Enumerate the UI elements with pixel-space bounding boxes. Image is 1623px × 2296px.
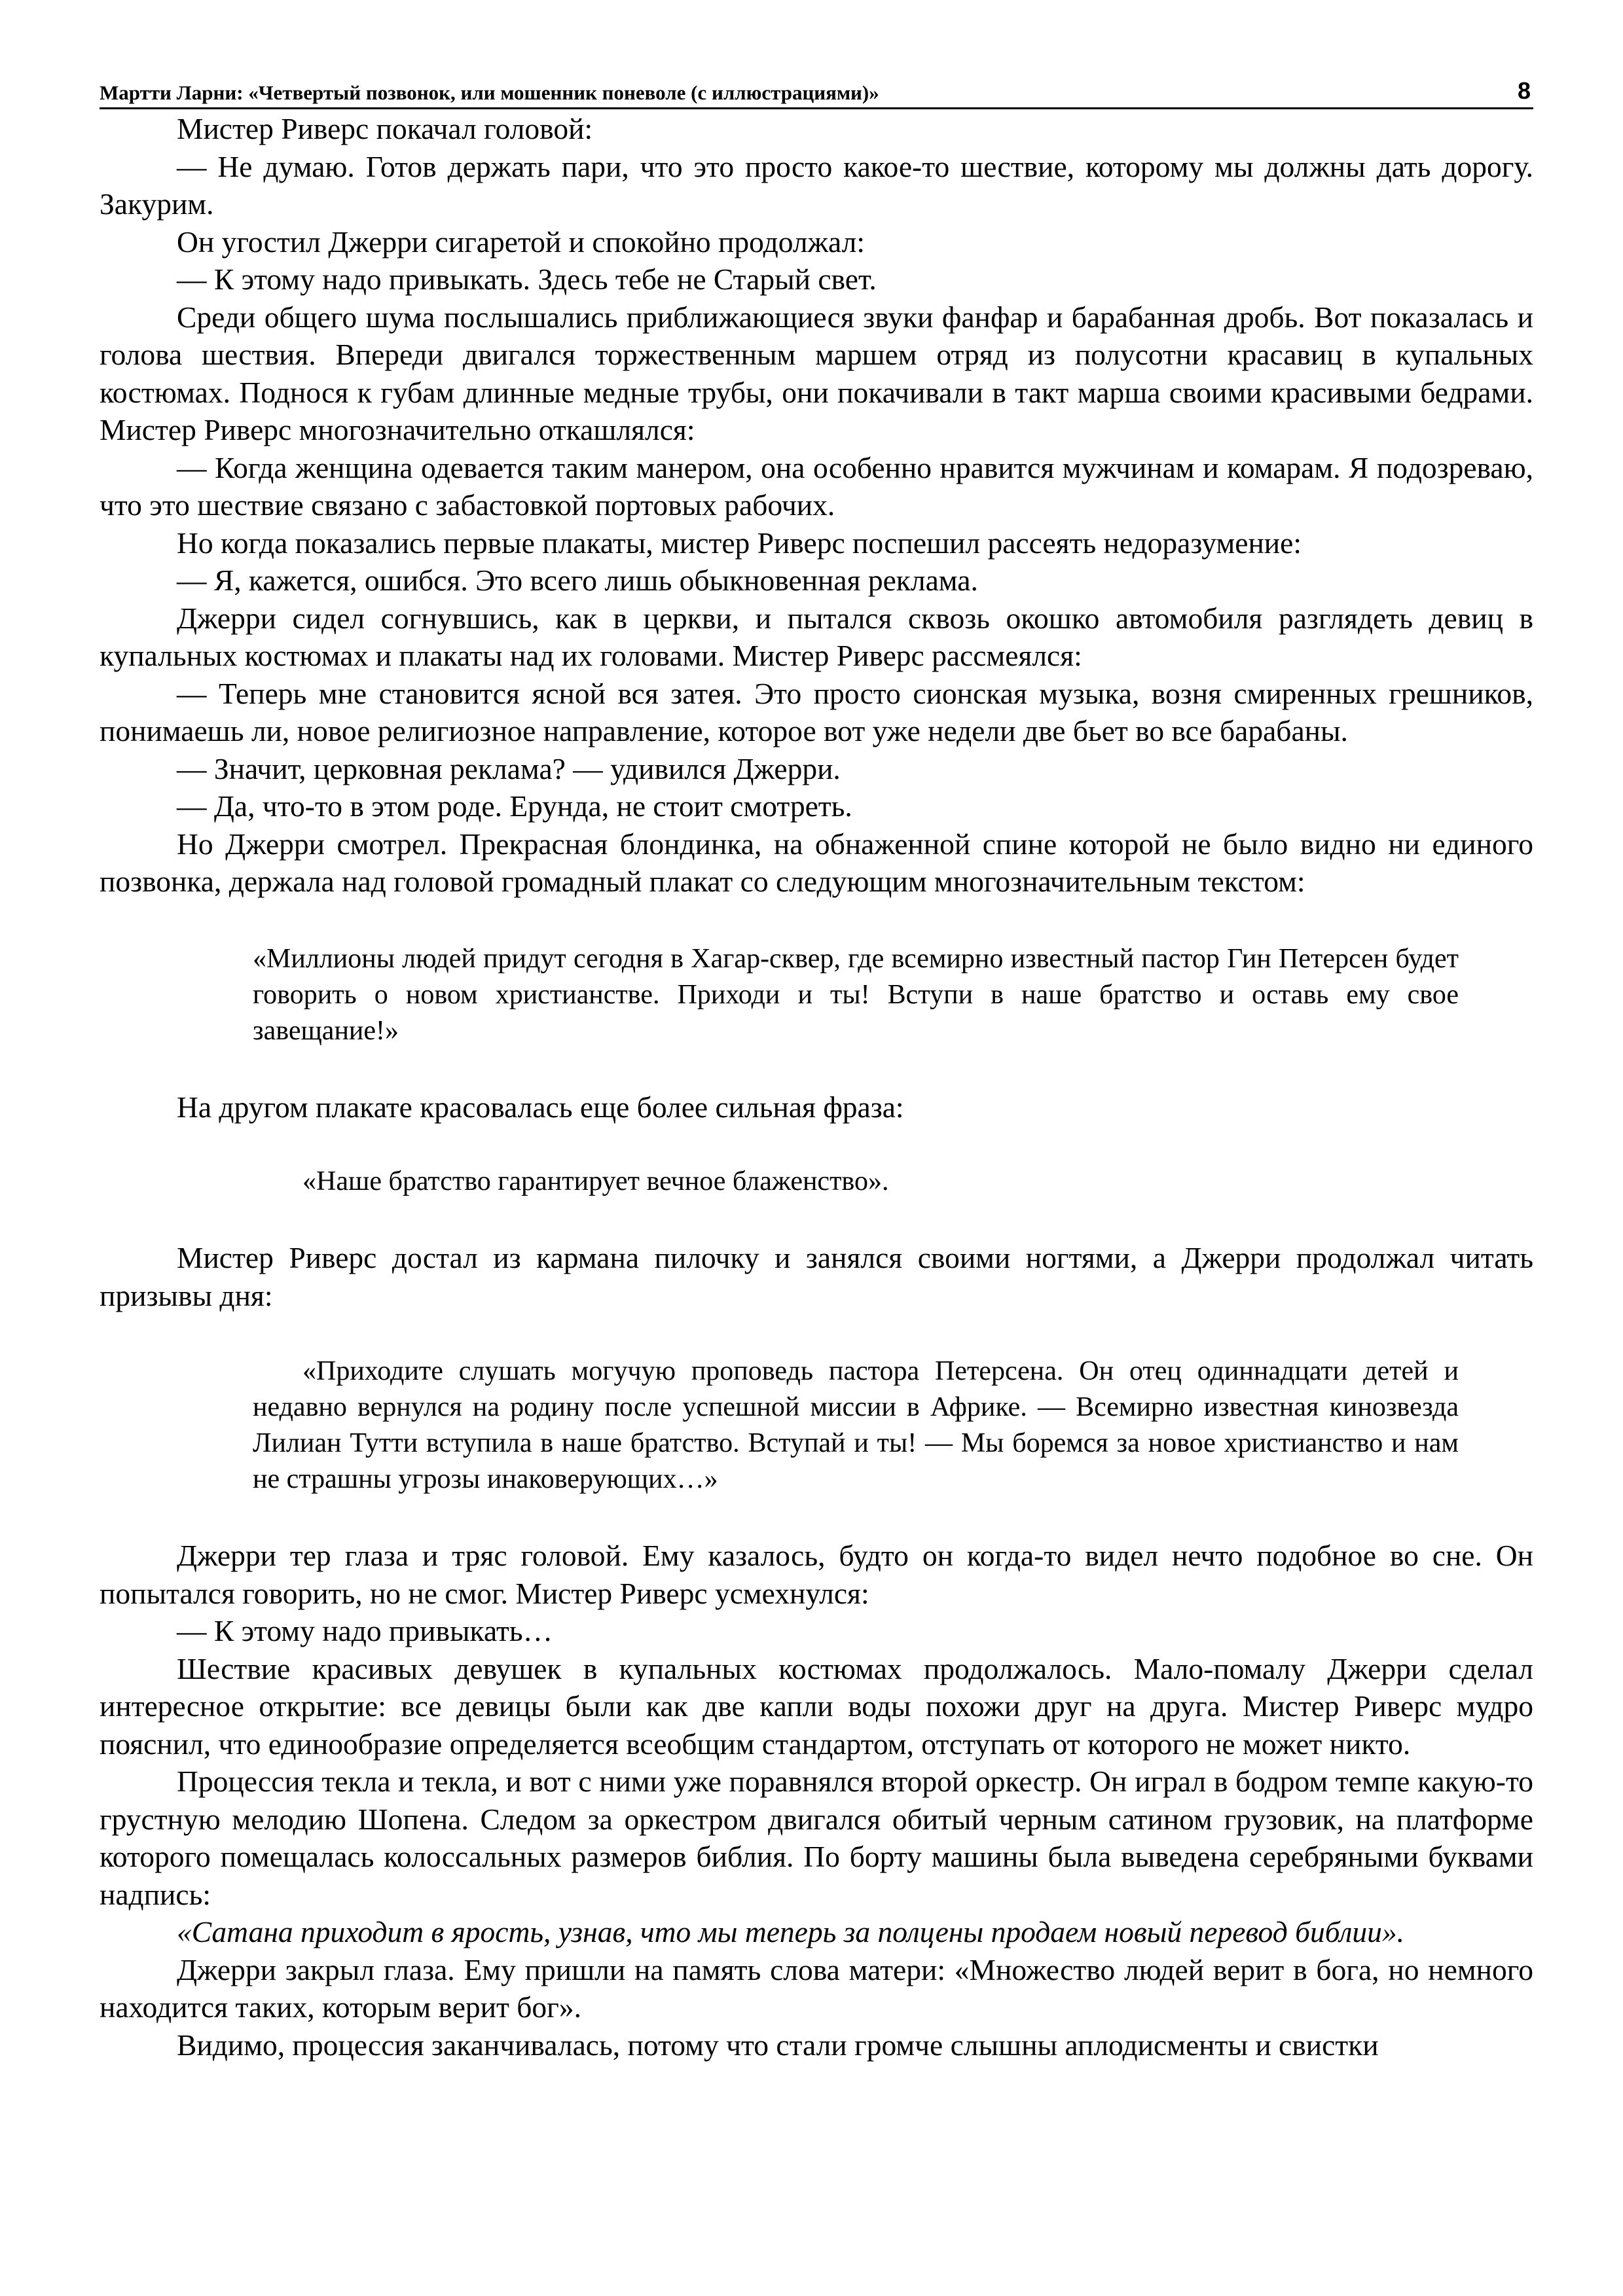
quote-text: «Приходите слушать могучую проповедь пастора Петерсена. Он отец одиннадцати детей и недавно вернулся на родину после успешной миссии в Африке. — Всемирно известная кинозвезда Лилиан Тутти вступила в наше братство. Вступай и ты! — Мы боремся за новое христианство и нам не страшны угрозы инаковерующих…» xyxy=(253,1356,1459,1494)
paragraph: — К этому надо привыкать… xyxy=(177,1614,553,1647)
page-header xyxy=(100,73,1533,109)
paragraph: Среди общего шума послышались приближающиеся звуки фанфар и барабанная дробь. Вот показалась и голова шествия. Впереди двигался торжественным маршем отряд из полусотни красавиц в купальных костюмах. Поднося к губам длинные медные трубы, они покачивали в такт марша своими красивыми бедрами. Мистер Риверс многозначительно откашлялся: xyxy=(100,300,1533,446)
running-title: Мартти Ларни: «Четвертый позвонок, или мошенник поневоле (с иллюстрациями)» xyxy=(100,81,879,104)
paragraph: Джерри сидел согнувшись, как в церкви, и пытался сквозь окошко автомобиля разглядеть девиц в купальных костюмах и плакаты над их головами. Мистер Риверс рассмеялся: xyxy=(100,601,1533,672)
paragraph: Джерри закрыл глаза. Ему пришли на память слова матери: «Множество людей верит в бога, но немного находится таких, которым верит бог». xyxy=(100,1952,1533,2024)
poster-quote xyxy=(100,1354,1533,1498)
paragraph: На другом плакате красовалась еще более сильная фраза: xyxy=(177,1090,904,1124)
poster-quote xyxy=(100,941,1533,1049)
poster-quote xyxy=(100,1164,1533,1200)
quote-text: «Миллионы людей придут сегодня в Хагар-сквер, где всемирно известный пастор Гин Петерсен будет говорить о новом христианстве. Приходи и ты! Вступи в наше братство и оставь ему свое завещание!» xyxy=(253,943,1459,1046)
page-number: 8 xyxy=(1517,77,1531,104)
quote-text: «Наше братство гарантирует вечное блаженство». xyxy=(302,1166,889,1196)
paragraph: — Теперь мне становится ясной вся затея. Это просто сионская музыка, возня смиренных грешников, понимаешь ли, новое религиозное направление, которое вот уже недели две бьет во все барабаны. xyxy=(100,676,1533,747)
paragraph: — К этому надо привыкать. Здесь тебе не Старый свет. xyxy=(177,262,877,296)
paragraph: Но когда показались первые плакаты, мистер Риверс поспешил рассеять недоразумение: xyxy=(177,526,1302,560)
paragraph: Мистер Риверс достал из кармана пилочку и занялся своими ногтями, а Джерри продолжал читать призывы дня: xyxy=(100,1241,1533,1312)
paragraph: — Когда женщина одевается таким манером, она особенно нравится мужчинам и комарам. Я подозреваю, что это шествие связано с забастовкой портовых рабочих. xyxy=(100,450,1533,522)
paragraph: Он угостил Джерри сигаретой и спокойно продолжал: xyxy=(177,224,865,259)
paragraph: Видимо, процессия заканчивалась, потому что стали громче слышны аплодисменты и свистки xyxy=(177,2028,1379,2062)
paragraph: Джерри тер глаза и тряс головой. Ему казалось, будто он когда-то видел нечто подобное во сне. Он попытался говорить, но не смог. Мистер Риверс усмехнулся: xyxy=(100,1539,1533,1610)
paragraph: Процессия текла и текла, и вот с ними уже поравнялся второй оркестр. Он играл в бодром темпе какую-то грустную мелодию Шопена. Следом за оркестром двигался обитый черным сатином грузовик, на платформе которого помещалась колоссальных размеров библия. По борту машины была выведена серебряными буквами надпись: xyxy=(100,1765,1533,1911)
paragraph: — Да, что-то в этом роде. Ерунда, не стоит смотреть. xyxy=(177,789,852,823)
italic-inscription: «Сатана приходит в ярость, узнав, что мы теперь за полцены продаем новый перевод библии». xyxy=(177,1915,1404,1948)
page-body xyxy=(100,110,1533,2064)
paragraph: — Я, кажется, ошибся. Это всего лишь обыкновенная реклама. xyxy=(177,564,978,597)
paragraph: Мистер Риверс покачал головой: xyxy=(177,112,593,145)
paragraph: — Значит, церковная реклама? — удивился Джерри. xyxy=(177,751,841,785)
paragraph: Но Джерри смотрел. Прекрасная блондинка, на обнаженной спине которой не было видно ни единого позвонка, держала над головой громадный плакат со следующим многозначительным текстом: xyxy=(100,827,1533,898)
paragraph: Шествие красивых девушек в купальных костюмах продолжалось. Мало-помалу Джерри сделал интересное открытие: все девицы были как две капли воды похожи друг на друга. Мистер Риверс мудро пояснил, что единообразие определяется всеобщим стандартом, отступать от которого не может никто. xyxy=(100,1651,1533,1761)
paragraph: — Не думаю. Готов держать пари, что это просто какое-то шествие, которому мы должны дать дорогу. Закурим. xyxy=(100,149,1533,221)
